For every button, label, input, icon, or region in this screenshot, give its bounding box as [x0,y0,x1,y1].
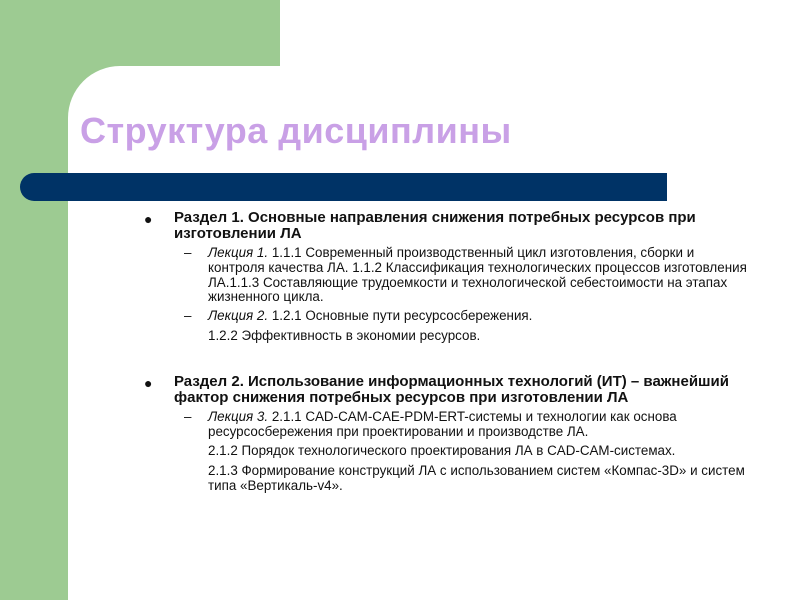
section-1 [140,210,750,344]
bullet-icon: ● [144,211,153,227]
lecture-text: 1.1.1 Современный производственный цикл изготовления, сборки и контроля качества ЛА. 1.1.2 Классификация технологических процессов изготовления ЛА.1.1.3 Составляющие трудоемкости и технологической себестоимости на этапах жизненного цикла. [208,245,747,305]
lecture-name: Лекция 3. [208,408,269,424]
section-2 [140,374,750,494]
lecture-text: 1.2.1 Основные пути ресурсосбережения. [268,308,533,324]
lecture-item [174,309,750,324]
dash-bullet-icon: – [184,408,192,424]
lecture-continuation: 2.1.2 Порядок технологического проектирования ЛА в CAD-CAM-системах. [208,443,676,459]
title-underline-bar [20,173,667,201]
section-heading: Раздел 1. Основные направления снижения потребных ресурсов при изготовлении ЛА [174,209,696,242]
section-spacer [140,360,750,374]
bullet-icon: ● [144,374,153,391]
dash-bullet-icon: – [184,308,192,324]
lecture-name: Лекция 1. [208,245,269,260]
slide-title: Структура дисциплины [80,110,512,151]
content-area [140,210,750,510]
lecture-continuation: 2.1.3 Формирование конструкций ЛА с использованием систем «Компас-3D» и систем типа «Вертикаль-v4». [208,463,745,493]
lecture-text: 2.1.1 CAD-CAM-CAE-PDM-ERT-системы и технологии как основа ресурсосбережения при проектировании и производстве ЛА. [208,408,677,439]
section-heading: Раздел 2. Использование информационных технологий (ИТ) – важнейший фактор снижения потребных ресурсов при изготовлении ЛА [174,372,729,406]
decorative-green-block-left [0,0,68,600]
dash-bullet-icon: – [184,245,192,260]
lecture-item [174,410,750,440]
lecture-name: Лекция 2. [208,308,269,324]
lecture-continuation: 1.2.2 Эффективность в экономии ресурсов. [208,327,481,343]
lecture-item [174,246,750,305]
